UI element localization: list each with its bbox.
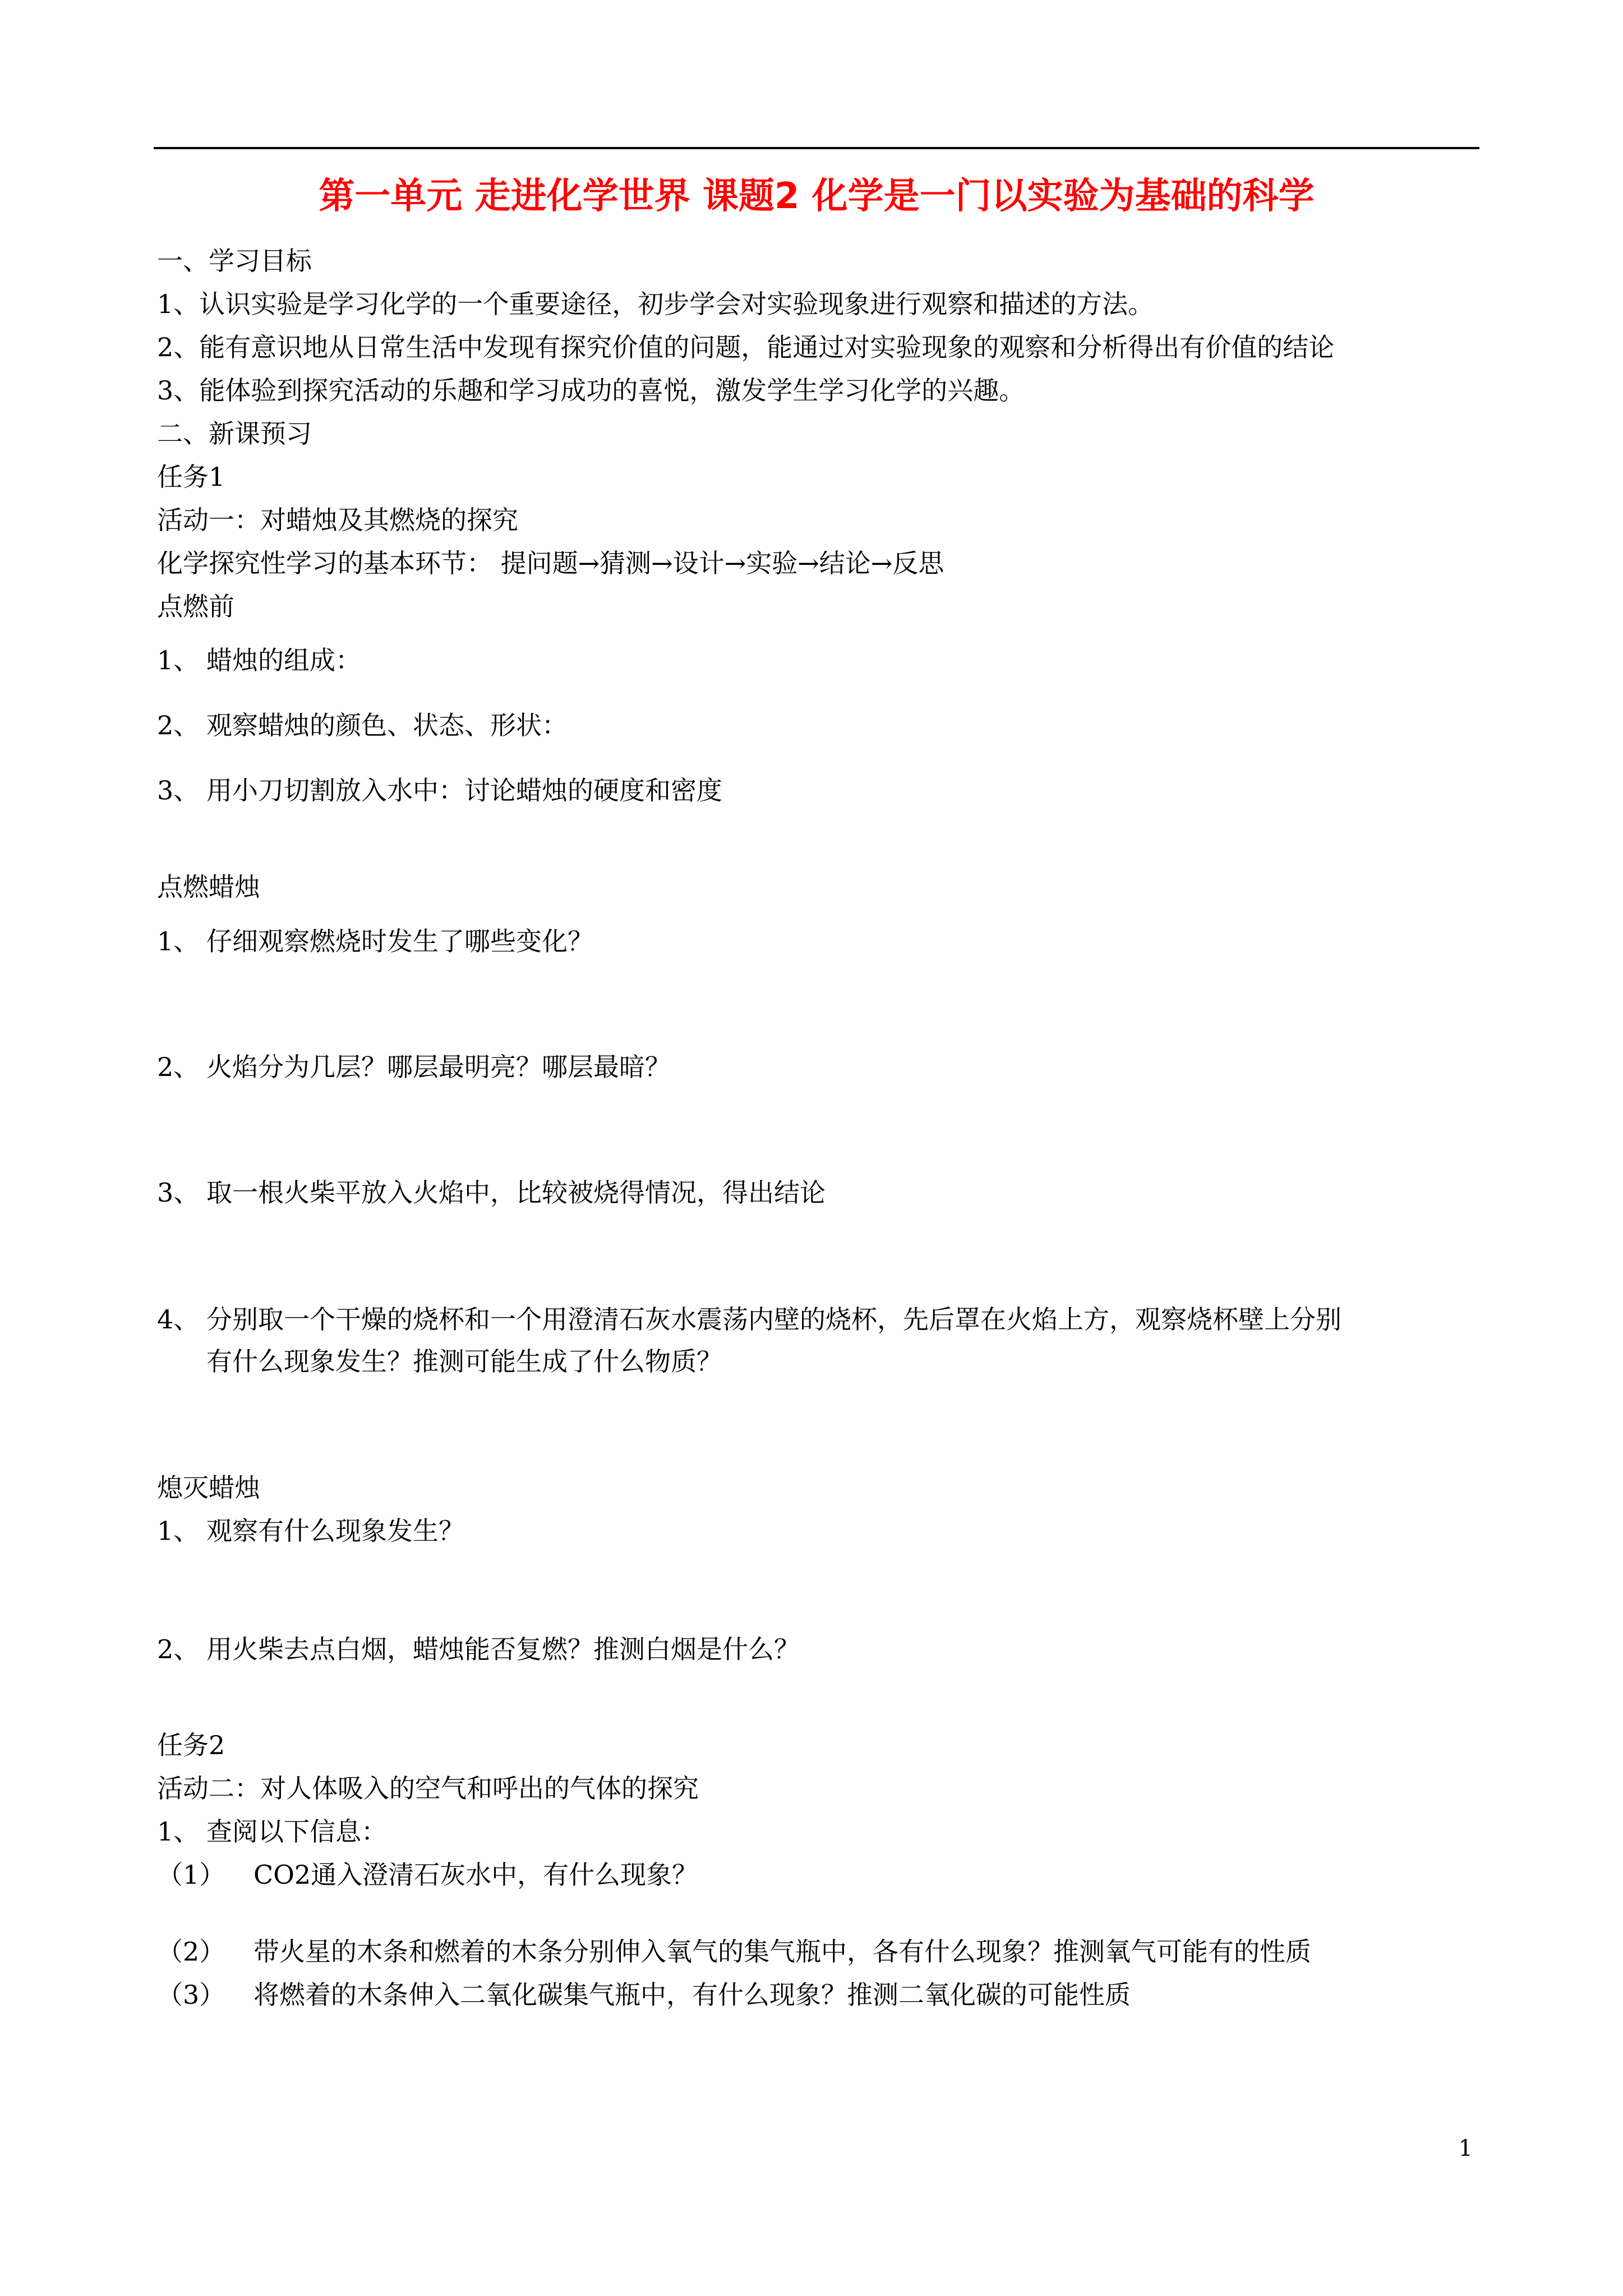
subheading-extinguish: 熄灭蜡烛 (157, 1473, 260, 1503)
subheading-before-lighting: 点燃前 (157, 591, 234, 622)
question-text: 仔细观察燃烧时发生了哪些变化？ (206, 926, 593, 956)
activity-title: 活动二：对人体吸入的空气和呼出的气体的探究 (157, 1773, 699, 1803)
question-text: 观察蜡烛的颜色、状态、形状： (206, 710, 568, 740)
instruction-text: 查阅以下信息： (206, 1816, 387, 1847)
item-number: 3、 (157, 1177, 200, 1208)
goal-item: 2、能有意识地从日常生活中发现有探究价值的问题，能通过对实验现象的观察和分析得出有价值的结论 (157, 332, 1335, 362)
sub-question-text: CO2通入澄清石灰水中，有什么现象？ (253, 1860, 698, 1890)
page-number: 1 (1458, 2136, 1473, 2161)
task-label: 任务2 (157, 1730, 225, 1760)
question-text: 取一根火柴平放入火焰中，比较被烧得情况，得出结论 (206, 1177, 826, 1208)
item-number: 2、 (157, 1634, 200, 1664)
subheading-lighting: 点燃蜡烛 (157, 872, 260, 902)
question-text: 分别取一个干燥的烧杯和一个用澄清石灰水震荡内壁的烧杯，先后罩在火焰上方，观察烧杯壁上分别 (206, 1304, 1341, 1335)
question-text-continued: 有什么现象发生？推测可能生成了什么物质？ (206, 1346, 722, 1377)
task-label: 任务1 (157, 462, 225, 492)
item-number: 1、 (157, 926, 200, 956)
question-text: 用小刀切割放入水中：讨论蜡烛的硬度和密度 (206, 775, 722, 806)
sub-item-number: （1） (157, 1860, 225, 1890)
sub-question-text: 带火星的木条和燃着的木条分别伸入氧气的集气瓶中，各有什么现象？推测氧气可能有的性质 (253, 1936, 1311, 1967)
section-heading-preview: 二、新课预习 (157, 418, 312, 449)
sub-item-number: （2） (157, 1936, 225, 1967)
item-number: 4、 (157, 1304, 200, 1335)
document-title: 第一单元 走进化学世界 课题2 化学是一门以实验为基础的科学 (319, 176, 1315, 217)
item-number: 3、 (157, 775, 200, 806)
header-rule (154, 147, 1479, 149)
goal-item: 1、认识实验是学习化学的一个重要途径，初步学会对实验现象进行观察和描述的方法。 (157, 289, 1154, 319)
inquiry-steps: 化学探究性学习的基本环节： 提问题→猜测→设计→实验→结论→反思 (157, 548, 944, 578)
goal-item: 3、能体验到探究活动的乐趣和学习成功的喜悦，激发学生学习化学的兴趣。 (157, 375, 1025, 406)
sub-question-text: 将燃着的木条伸入二氧化碳集气瓶中，有什么现象？推测二氧化碳的可能性质 (253, 1980, 1131, 2010)
question-text: 蜡烛的组成： (206, 645, 361, 675)
sub-item-number: （3） (157, 1980, 225, 2010)
item-number: 1、 (157, 1816, 200, 1847)
item-number: 2、 (157, 1052, 200, 1082)
section-heading-goals: 一、学习目标 (157, 246, 312, 276)
item-number: 2、 (157, 710, 200, 740)
activity-title: 活动一：对蜡烛及其燃烧的探究 (157, 505, 518, 535)
question-text: 火焰分为几层？哪层最明亮？哪层最暗？ (206, 1052, 671, 1082)
item-number: 1、 (157, 1516, 200, 1546)
question-text: 观察有什么现象发生？ (206, 1516, 464, 1546)
item-number: 1、 (157, 645, 200, 675)
question-text: 用火柴去点白烟，蜡烛能否复燃？推测白烟是什么？ (206, 1634, 800, 1664)
